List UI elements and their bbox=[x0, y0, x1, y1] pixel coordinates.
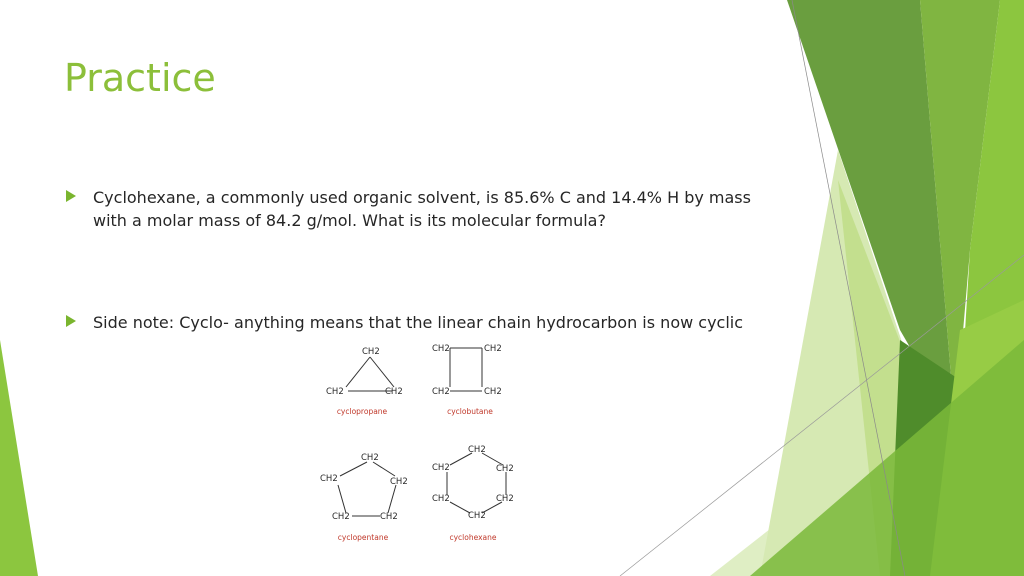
cyclopropane-atom-top: CH2 bbox=[362, 347, 380, 357]
cyclopropane-name: cyclopropane bbox=[336, 407, 388, 416]
bullet-text: Cyclohexane, a commonly used organic solvent, is 85.6% C and 14.4% H by mass with a molar mass of 84.2 g/mol. What is its molecular formula? bbox=[93, 188, 751, 230]
cyclopentane-atom-top: CH2 bbox=[361, 453, 379, 463]
bullet-arrow-icon bbox=[66, 315, 76, 327]
cyclohexane-atom-ll: CH2 bbox=[432, 494, 450, 504]
cyclopropane-ring bbox=[346, 357, 394, 391]
cyclobutane-atom-bl: CH2 bbox=[432, 387, 450, 397]
bullet-text: Side note: Cyclo- anything means that the linear chain hydrocarbon is now cyclic bbox=[93, 313, 744, 332]
cyclobutane-atom-tl: CH2 bbox=[432, 344, 450, 354]
bullet-arrow-icon bbox=[66, 190, 76, 202]
cyclobutane-name: cyclobutane bbox=[447, 407, 493, 416]
cyclopentane-atom-left: CH2 bbox=[320, 474, 338, 484]
cyclobutane-atom-tr: CH2 bbox=[484, 344, 502, 354]
cycloalkane-structures-figure bbox=[310, 335, 530, 550]
cyclopentane-atom-right: CH2 bbox=[390, 477, 408, 487]
cyclopentane-ring bbox=[338, 462, 396, 516]
cyclopropane-atom-left: CH2 bbox=[326, 387, 344, 397]
cyclopentane-atom-br: CH2 bbox=[380, 512, 398, 522]
cyclohexane-ring bbox=[447, 453, 506, 513]
cyclohexane-atom-ul: CH2 bbox=[432, 463, 450, 473]
cyclopentane-name: cyclopentane bbox=[337, 533, 389, 542]
cyclopentane-atom-bl: CH2 bbox=[332, 512, 350, 522]
cyclopropane-atom-right: CH2 bbox=[385, 387, 403, 397]
cyclobutane-atom-br: CH2 bbox=[484, 387, 502, 397]
cyclohexane-atom-bottom: CH2 bbox=[468, 511, 486, 521]
bullet-side-note bbox=[64, 311, 754, 334]
slide-title: Practice bbox=[64, 56, 216, 100]
cyclohexane-atom-top: CH2 bbox=[468, 445, 486, 455]
cyclobutane-ring bbox=[450, 348, 482, 391]
bullet-cyclohexane-question bbox=[64, 186, 754, 232]
cyclohexane-atom-ur: CH2 bbox=[496, 464, 514, 474]
cyclohexane-atom-lr: CH2 bbox=[496, 494, 514, 504]
deco-left-sliver bbox=[0, 340, 38, 576]
cyclohexane-name: cyclohexane bbox=[449, 533, 497, 542]
